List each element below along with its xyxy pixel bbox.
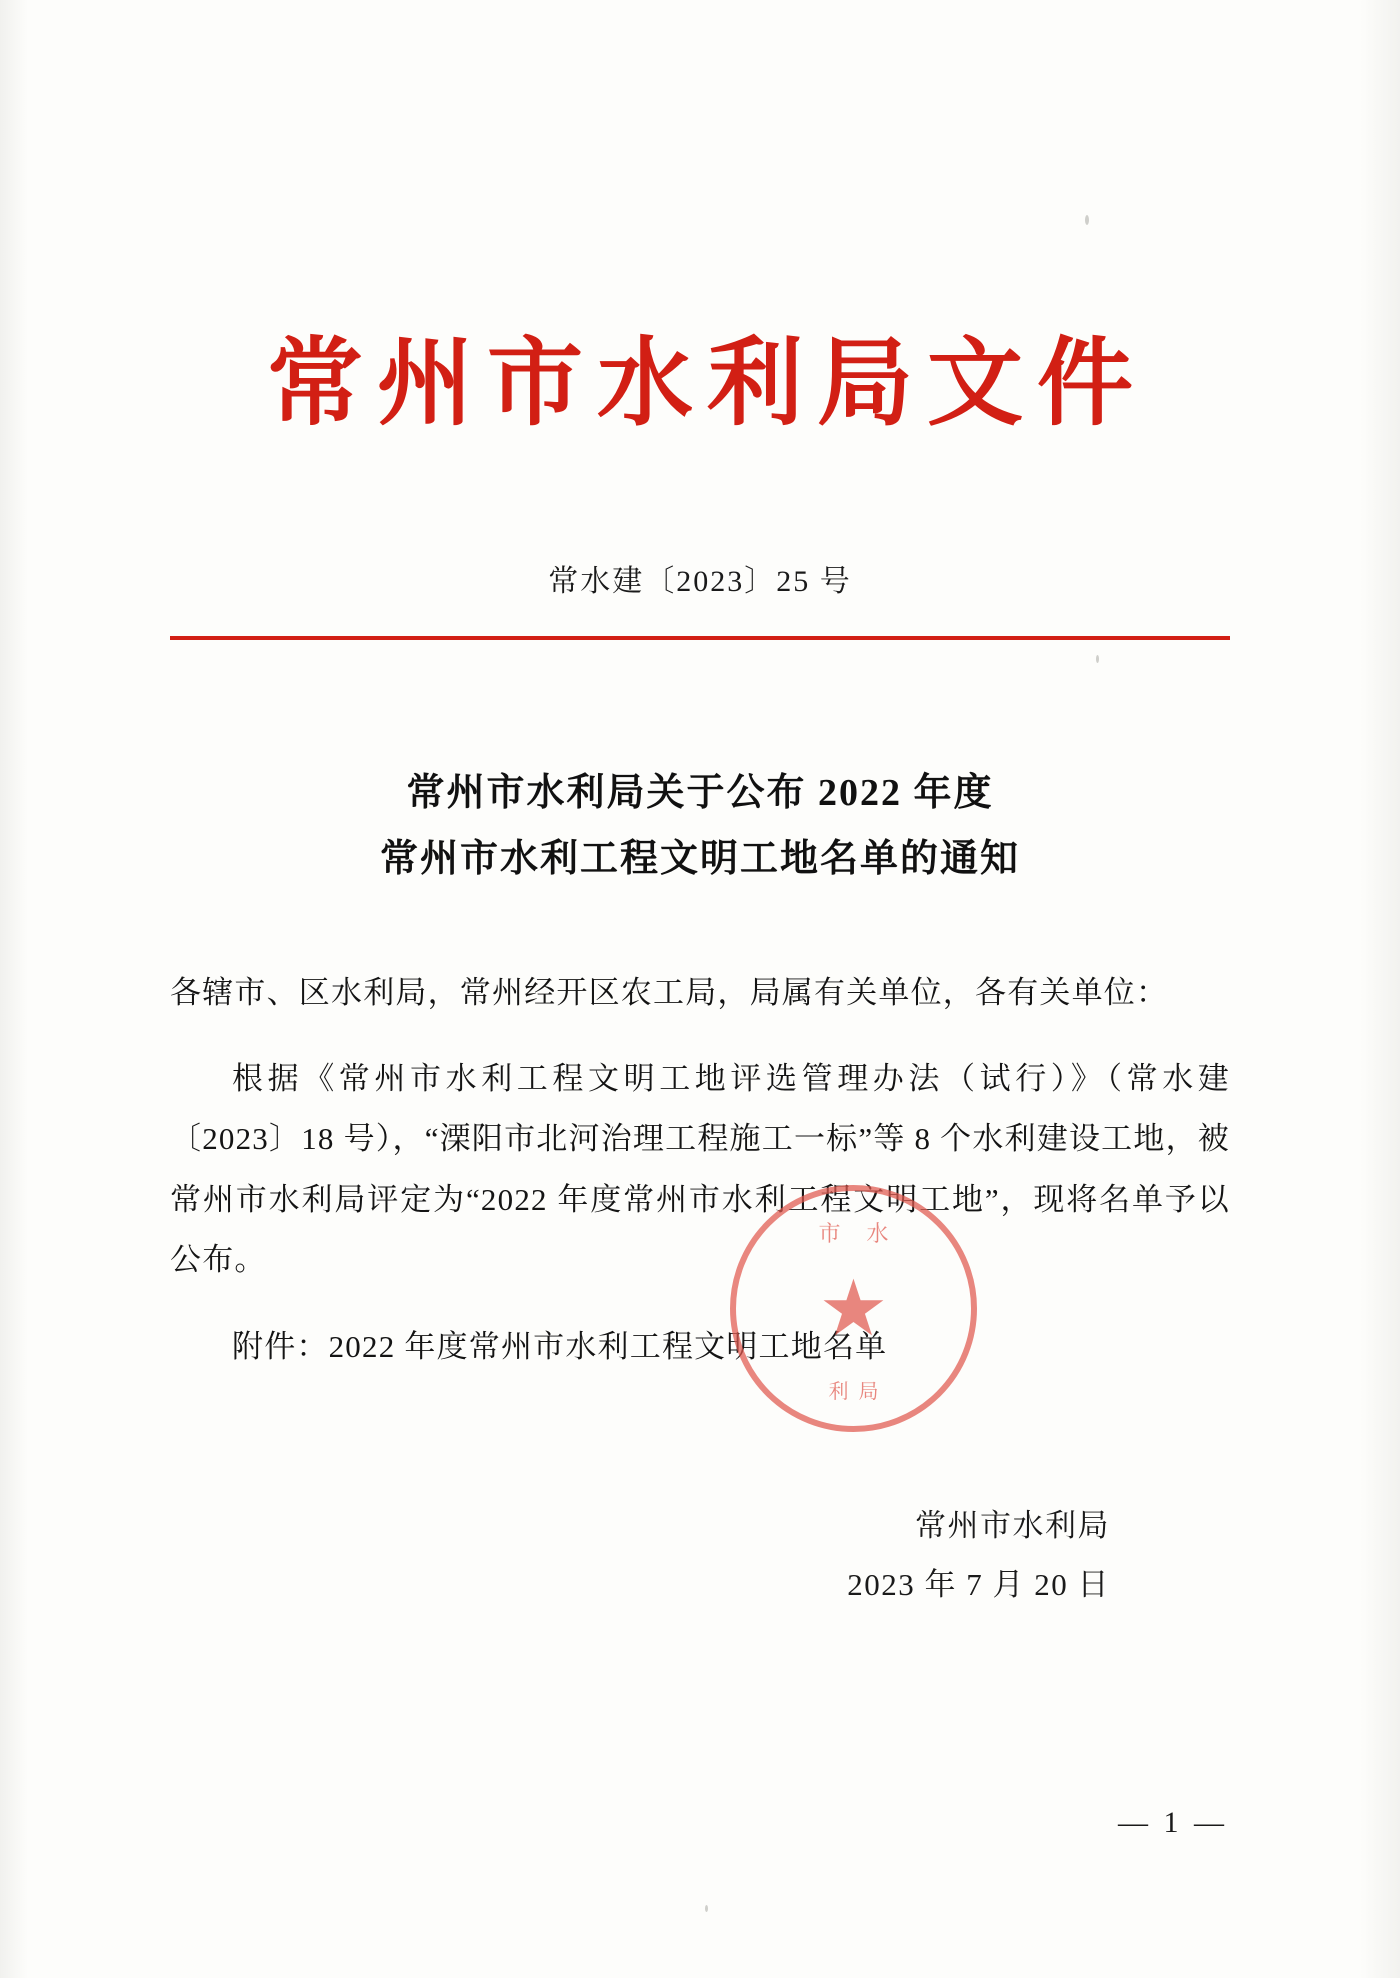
notice-title (170, 760, 1230, 893)
seal-bottom-text: 利局 (828, 1381, 889, 1403)
signature-block (170, 1497, 1230, 1615)
scan-edge-left (0, 0, 28, 1978)
signature-organization: 常州市水利局 (915, 1508, 1110, 1544)
red-divider-rule (170, 636, 1230, 640)
page-title: 常州市水利局文件 (267, 326, 1147, 439)
notice-title-line-2: 常州市水利工程文明工地名单的通知 (379, 838, 1020, 881)
notice-body (170, 963, 1230, 1378)
scan-speck (705, 1905, 708, 1912)
seal-top-text: 市水 (818, 1221, 915, 1246)
page-number: — 1 — (1118, 1806, 1228, 1839)
document-content (170, 0, 1230, 1615)
notice-title-line-1: 常州市水利局关于公布 2022 年度 (406, 771, 994, 814)
body-paragraph-recipients: 各辖市、区水利局，常州经开区农工局，局属有关单位，各有关单位： (170, 974, 1169, 1010)
body-paragraph-attachment: 附件：2022 年度常州市水利工程文明工地名单 (232, 1328, 888, 1364)
document-number: 常水建〔2023〕25 号 (548, 564, 852, 598)
scan-edge-right (1360, 0, 1400, 1978)
body-paragraph-main: 根据《常州市水利工程文明工地评选管理办法（试行）》（常水建〔2023〕18 号），“溧阳市北河治理工程施工一标”等 8 个水利建设工地，被常州市水利局评定为“2022 年度常州市水利工程文明工地”，现将名单予以公布。 (170, 1061, 1230, 1278)
seal-star-icon: ★ (818, 1264, 889, 1352)
signature-date: 2023 年 7 月 20 日 (847, 1567, 1110, 1603)
